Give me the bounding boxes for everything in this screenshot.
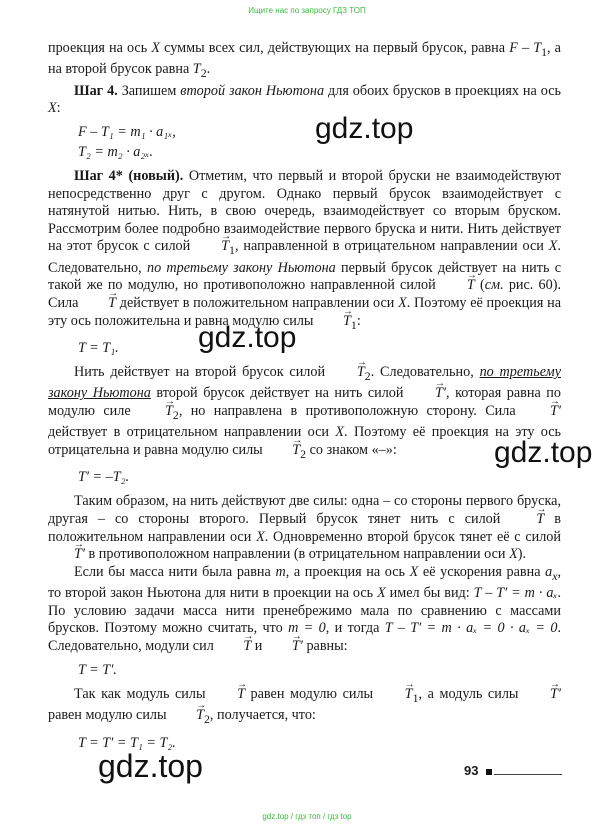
paragraph-second-block: Нить действует на второй брусок силой → $T_2$. Следовательно, по третьему закону Ньютона второй брусок действует на нить силой → T′, которая равна по модулю силе → $T_2$, но направлена в противоположную сторону. Сила → T′ действует в отрицательном направлении оси X. Поэтому её проекция на эту ось отрицательна и равна модулю силы → $T_2$ со знаком «–»:	[48, 364, 561, 463]
page-marker-line	[494, 774, 562, 775]
formula-f9: T = T′ = T₁ = T₂.	[78, 734, 176, 751]
formula-f2: T₂ = m₂ · a₂ₓ.	[78, 144, 153, 161]
page-marker-square	[486, 769, 492, 775]
watermark: gdz.top	[315, 112, 414, 145]
paragraph-two-forces: Таким образом, на нить действуют две силы: одна – со стороны первого бруска, другая – со стороны второго. Первый брусок тянет нить с силой → T в положительном направлении оси X. Одновременно второй брусок тянет её с силой → T′ в противоположном направлении (в отрицательном направлении оси X).	[48, 493, 561, 563]
formula-f3: T = T₁.	[78, 340, 119, 357]
watermark: gdz.top	[198, 321, 297, 354]
paragraph-step4-new: Шаг 4* (новый). Отметим, что первый и второй бруски не взаимодействуют непосредственно друг с другом. Однако первый брусок взаимодействует с натянутой нитью. Нить, в свою очередь, взаимодействует со вторым бруском. Рассмотрим более подробно взаимодействие первого бруска и нити. Нить действует на этот брусок с силой → $T_1$, направленной в отрицательном направлении оси X. Следовательно, по третьему закону Ньютона первый брусок действует на нить с такой же по модулю, но противоположно направленной силой → T (см. рис. 60). Сила → T действует в положительном направлении оси X. Поэтому её проекция на эту ось положительна и равна модулю силы → $T_1$:	[48, 168, 561, 334]
top-banner-link[interactable]: Ищите нас по запросу ГДЗ ТОП	[248, 6, 366, 15]
page-number: 93	[464, 763, 479, 778]
formula-block-1	[48, 122, 561, 162]
formula-f4: T′ = –T₂.	[78, 469, 130, 486]
paragraph-thread-mass: Если бы масса нити была равна m, а проекция на ось X её ускорения равна $a_x$, то второй закон Ньютона для нити в проекции на ось X имел бы вид: T – T′ = m · aₓ. По условию задачи масса нити пренебрежимо мала по сравнению с массами брусков. Поэтому можно считать, что m = 0, и тогда T – T′ = m · aₓ = 0 · aₓ = 0. Следовательно, модули сил → T и → T′ равны:	[48, 564, 561, 656]
formula-block-2	[48, 338, 561, 358]
watermark: gdz.top	[494, 436, 593, 469]
formula-block-3	[48, 467, 561, 487]
formula-f8: T = T′.	[78, 661, 117, 678]
bottom-banner-link[interactable]: gdz.top / гдз топ / гдз top	[262, 812, 352, 821]
paragraph-conclusion: Так как модуль силы → T равен модулю силы → $T_1$, а модуль силы → T′ равен модулю силы → $T_2$, получается, что:	[48, 686, 561, 729]
formula-block-4	[48, 660, 561, 680]
paragraph-step4: Шаг 4. Запишем второй закон Ньютона для обоих брусков в проекциях на ось X:	[48, 82, 561, 117]
watermark: gdz.top	[98, 748, 203, 784]
paragraph-intro: проекция на ось X суммы всех сил, действующих на первый брусок, равна F – $T_1$, а на второй брусок равна $T_2$.	[48, 40, 561, 81]
formula-f1: F – T₁ = m₁ · a₁ₓ,	[78, 124, 176, 141]
textbook-page	[48, 40, 561, 759]
